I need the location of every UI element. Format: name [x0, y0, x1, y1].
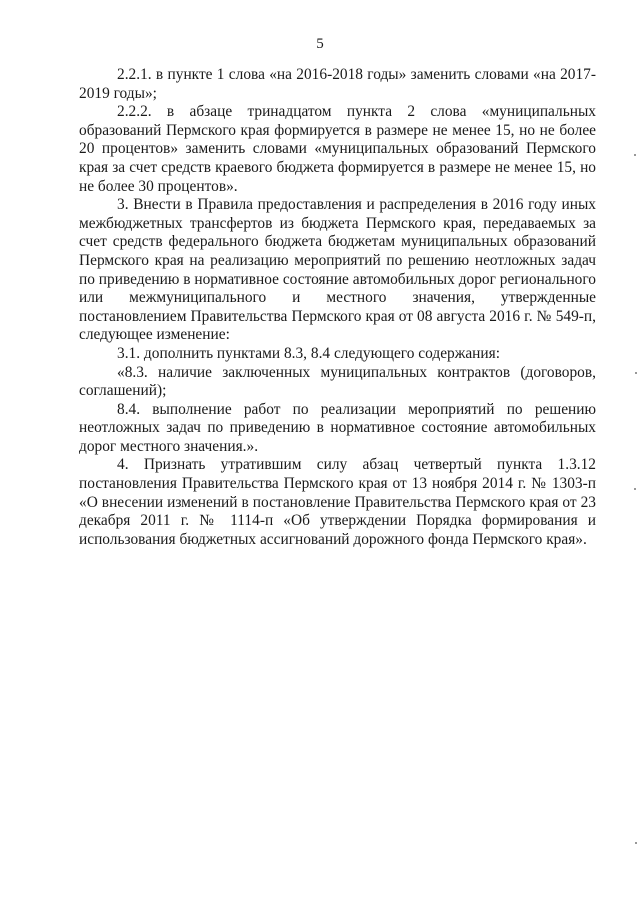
paragraph-8-3: «8.3. наличие заключенных муниципальных контрактов (договоров, соглашений); — [79, 363, 596, 400]
scan-speck — [635, 842, 637, 844]
paragraph-3: 3. Внести в Правила предоставления и распределения в 2016 году иных межбюджетных трансфертов из бюджета Пермского края, передаваемых за счет средств федерального бюджета бюджетам муниципальных образований Пермского края на реализацию мероприятий по решению неотложных задач по приведению в нормативное состояние автомобильных дорог регионального или межмуниципального и местного значения, утвержденные постановлением Правительства Пермского края от 08 августа 2016 г. № 549-п, следующее изменение: — [79, 196, 596, 344]
paragraph-3-1: 3.1. дополнить пунктами 8.3, 8.4 следующего содержания: — [117, 344, 501, 362]
scan-speck — [635, 372, 637, 374]
page-number: 5 — [316, 36, 324, 52]
scan-speck — [634, 488, 636, 490]
paragraph-2-2-2: 2.2.2. в абзаце тринадцатом пункта 2 слова «муниципальных образований Пермского края формируется в размере не менее 15, но не более 20 процентов» заменить словами «муниципальных образований Пермского края за счет средств краевого бюджета формируется в размере не менее 15, но не более 30 процентов». — [79, 103, 596, 195]
paragraph-8-4: 8.4. выполнение работ по реализации мероприятий по решению неотложных задач по приведению в нормативное состояние автомобильных дорог местного значения.». — [79, 400, 596, 455]
paragraph-4: 4. Признать утратившим силу абзац четвертый пункта 1.3.12 постановления Правительства Пермского края от 13 ноября 2014 г. № 1303-п «О внесении изменений в постановление Правительства Пермского края от 23 декабря 2011 г. № 1114-п «Об утверждении Порядка формирования и использования бюджетных ассигнований дорожного фонда Пермского края». — [79, 456, 596, 548]
paragraph-2-2-1: 2.2.1. в пункте 1 слова «на 2016-2018 годы» заменить словами «на 2017-2019 годы»; — [79, 66, 596, 102]
scan-speck — [634, 154, 636, 156]
document-body — [79, 66, 596, 549]
